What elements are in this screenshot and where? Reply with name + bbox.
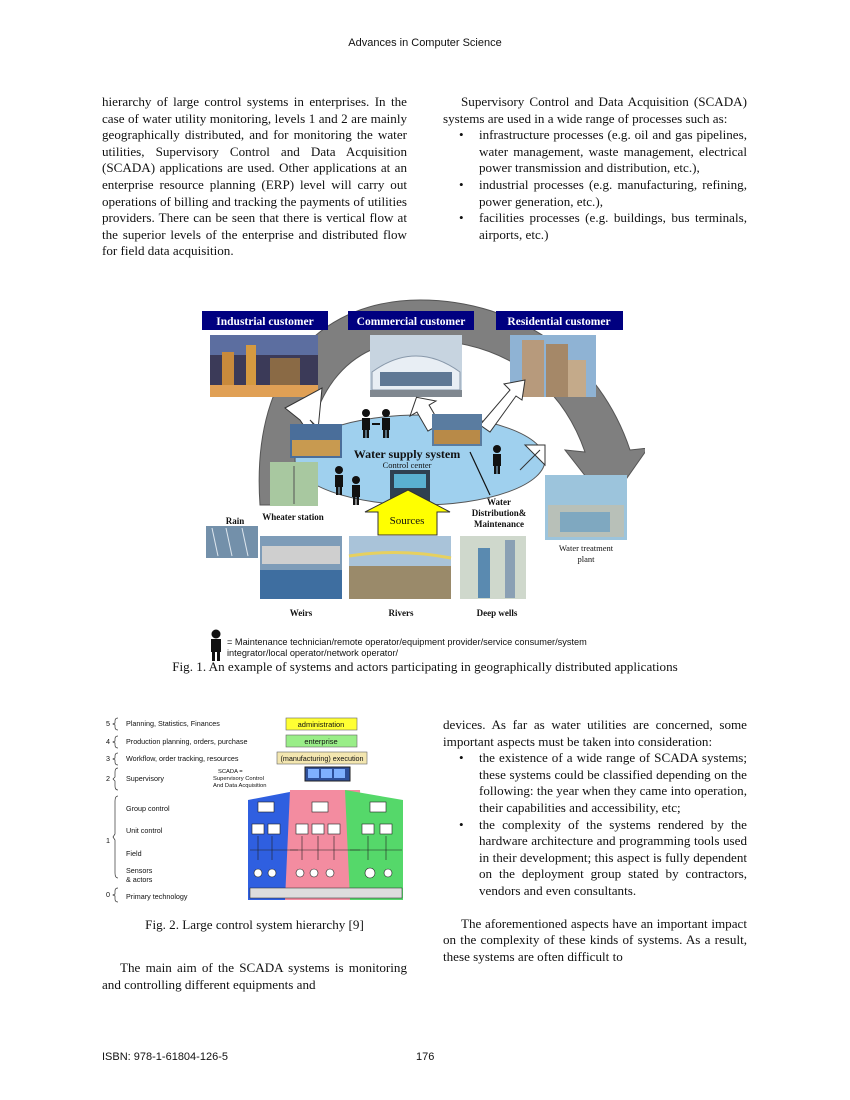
sources-label: Sources — [389, 515, 425, 527]
deep-wells-photo — [460, 536, 526, 599]
level-braces — [113, 718, 118, 902]
level-2-num: 2 — [106, 774, 110, 783]
primary-tech-bar — [250, 888, 402, 898]
bullet-list — [443, 750, 747, 899]
scada-note-3: And Data Acquisition — [213, 783, 267, 789]
legend-line-2: integrator/local operator/network operator/ — [227, 648, 399, 658]
treatment-plant-label-2: plant — [577, 554, 595, 564]
footer-page-number: 176 — [416, 1051, 435, 1063]
weirs-label: Weirs — [289, 608, 313, 618]
figure-2-caption: Fig. 2. Large control system hierarchy [9] — [145, 917, 364, 932]
level-labels — [106, 719, 247, 901]
level-5-num: 5 — [106, 719, 110, 728]
figure-1-caption: Fig. 1. An example of systems and actors participating in geographically distributed applications — [172, 659, 678, 674]
industrial-customer-label: Industrial customer — [216, 316, 314, 328]
figure-2-diagram — [100, 712, 410, 912]
rivers-label: Rivers — [388, 608, 414, 618]
sensors-label: Sensors — [126, 866, 153, 875]
execution-label: (manufacturing) execution — [280, 754, 364, 763]
primary-technology-label: Primary technology — [126, 892, 188, 901]
level-1-num: 1 — [106, 836, 110, 845]
water-distribution-label-3: Maintenance — [474, 519, 524, 529]
deep-wells-label: Deep wells — [476, 608, 518, 618]
level-2-label: Supervisory — [126, 774, 164, 783]
rain-photo — [206, 526, 258, 558]
paragraph: The aforementioned aspects have an important impact on the complexity of these kinds of systems. As a result, these systems are often difficult to — [443, 915, 747, 964]
paragraph: Supervisory Control and Data Acquisition (SCADA) systems are used in a wide range of processes such as: — [443, 94, 747, 126]
industrial-photo — [210, 335, 318, 397]
column-left-top — [102, 94, 407, 260]
treatment-plant-label-1: Water treatment — [558, 543, 614, 553]
unit-control-label: Unit control — [126, 826, 163, 835]
scada-note-1: SCADA = — [218, 769, 243, 775]
level-4-num: 4 — [106, 737, 110, 746]
column-right-bottom — [443, 717, 747, 965]
water-distribution-label-2: Distribution& — [471, 508, 527, 518]
list-item: • infrastructure processes (e.g. oil and gas pipelines, water management, waste management, electrical power transmission and distribution, etc.), — [479, 127, 747, 177]
administration-label: administration — [297, 720, 345, 729]
level-0-num: 0 — [106, 890, 110, 899]
list-item: • facilities processes (e.g. buildings, bus terminals, airports, etc.) — [479, 210, 747, 243]
list-item: • the complexity of the systems rendered by the hardware architecture and programming tools used in their development; this aspect is fully dependent on the deployment group stated by contractors, vendors and even consultants. — [479, 817, 747, 900]
paragraph: The main aim of the SCADA systems is monitoring and controlling different equipments and — [102, 960, 407, 992]
commercial-photo — [370, 335, 462, 397]
footer-isbn: ISBN: 978-1-61804-126-5 — [102, 1051, 228, 1063]
paragraph: hierarchy of large control systems in enterprises. In the case of water utility monitoring, levels 1 and 2 are mainly geographically distributed, and for monitoring the water utilities, Supervisory Control and Data Acquisition (SCADA) applications are used. Other applications at an enterprise resource planning (ERP) level will carry out operations of billing and tracking the payments of utilities providers. There can be seen that there is vertical flow at the superior levels of the enterprise and distributed flow for field data acquisition. — [102, 94, 407, 259]
commercial-customer-label: Commercial customer — [356, 316, 466, 328]
arrow-to-residential — [480, 380, 525, 432]
water-supply-title: Water supply system — [353, 447, 461, 461]
list-item: • industrial processes (e.g. manufacturing, refining, power generation, etc.), — [479, 177, 747, 210]
field-label: Field — [126, 849, 142, 858]
rain-label: Rain — [225, 516, 245, 526]
bullet-list — [443, 127, 747, 243]
legend-line-1: = Maintenance technician/remote operator/equipment provider/service consumer/system — [227, 637, 587, 647]
column-right-top — [443, 94, 747, 243]
figure-1-diagram — [195, 296, 645, 664]
group-control-label: Group control — [126, 804, 170, 813]
actors-label: & actors — [126, 875, 153, 884]
residential-customer-label: Residential customer — [507, 316, 611, 328]
level-3-label: Workflow, order tracking, resources — [126, 754, 239, 763]
level-5-label: Planning, Statistics, Finances — [126, 719, 220, 728]
paragraph: devices. As far as water utilities are concerned, some important aspects must be taken into consideration: — [443, 717, 747, 749]
list-item: • the existence of a wide range of SCADA systems; these systems could be classified depending on the following: the year when they came into operation, their capabilities and accessibility, etc; — [479, 750, 747, 816]
level-4-label: Production planning, orders, purchase — [126, 737, 248, 746]
wheater-station-label: Wheater station — [262, 512, 324, 522]
legend-person-icon — [211, 630, 221, 662]
control-center-label: Control center — [382, 460, 432, 470]
water-distribution-label-1: Water — [487, 497, 511, 507]
running-title: Advances in Computer Science — [348, 37, 502, 49]
column-left-bottom — [102, 960, 407, 993]
enterprise-label: enterprise — [304, 737, 338, 746]
level-3-num: 3 — [106, 754, 110, 763]
scada-note-2: Supervisory Control — [213, 776, 264, 782]
